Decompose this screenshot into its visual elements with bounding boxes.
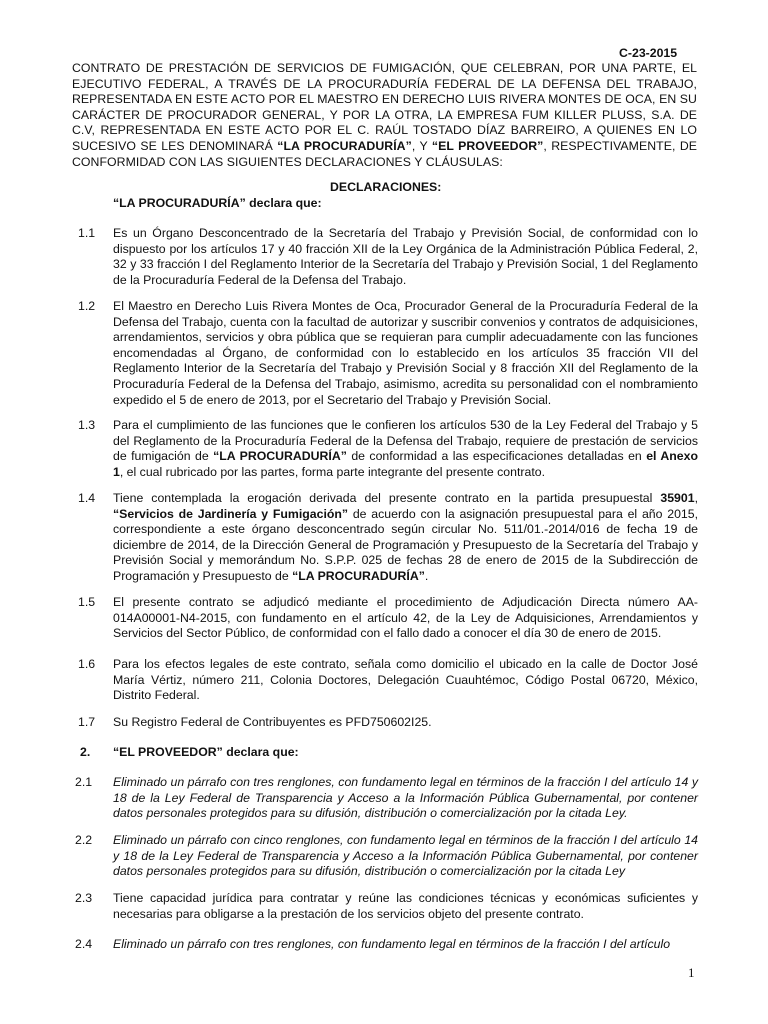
clause-text-redacted: Eliminado un párrafo con cinco renglones, con fundamento legal en términos de la fracción I del artículo 14 y 18 de la Ley Federal de Transparencia y Acceso a la Información Pública Gubernamental, por contener datos personales protegidos para su difusión, distribución o comercialización por la citada Ley — [113, 833, 698, 879]
clause-text — [113, 418, 698, 480]
clause-text: Es un Órgano Desconcentrado de la Secretaría del Trabajo y Previsión Social, de conformidad con lo dispuesto por los artículos 17 y 40 fracción XII de la Ley Orgánica de la Administración Pública Federal, 2, 32 y 33 fracción I del Reglamento Interior de la Secretaría del Trabajo y Previsión Social, 1 del Reglamento de la Procuraduría Federal de la Defensa del Trabajo. — [113, 226, 698, 287]
page-number: 1 — [688, 965, 695, 980]
clause-number: 1.5 — [78, 595, 96, 609]
clause-text: Para los efectos legales de este contrato, señala como domicilio el ubicado en la calle de Doctor José María Vértiz, número 211, Colonia Doctores, Delegación Cuauhtémoc, Código Postal 06720, México, Distrito Federal. — [113, 657, 698, 703]
clause-text: El presente contrato se adjudicó mediante el procedimiento de Adjudicación Directa número AA-014A00001-N4-2015, con fundamento en el artículo 42, de la Ley de Adquisiciones, Arrendamientos y Servicios del Sector Público, de conformidad con el fallo dado a conocer el día 30 de enero de 2015. — [113, 595, 698, 641]
clause-number: 2.4 — [75, 937, 93, 951]
clause-number: 1.1 — [78, 226, 96, 240]
clause-text-part: Tiene contemplada la erogación derivada del presente contrato en la partida presupuestal — [113, 491, 661, 505]
clause-text-part: , el cual rubricado por las partes, forma parte integrante del presente contrato. — [119, 464, 546, 479]
clause-number: 1.6 — [78, 657, 96, 671]
contract-intro — [72, 61, 697, 170]
clause-text-bold: “Servicios de Jardinería y Fumigación” — [113, 506, 349, 521]
subheading-number: 2. — [80, 745, 91, 759]
clause-text-part: Para el cumplimiento de las funciones que le confieren los artículos 530 de la Ley Federal del Trabajo y 5 del Reglamento de la Procuraduría Federal de la Defensa del Trabajo, requiere de prestación de servicios de fumigación de — [113, 418, 698, 464]
intro-party-2: “EL PROVEEDOR” — [431, 138, 544, 153]
clause-text-bold: el Anexo 1 — [113, 449, 698, 479]
clause-text-bold: “LA PROCURADURÍA” — [213, 449, 347, 464]
clause-text-part: , — [694, 491, 698, 505]
clause-text: Su Registro Federal de Contribuyentes es PFD750602I25. — [113, 715, 432, 729]
subheading-procuraduria: “LA PROCURADURÍA” declara que: — [113, 196, 322, 210]
intro-text-2: , Y — [411, 138, 432, 153]
intro-text-1: CONTRATO DE PRESTACIÓN DE SERVICIOS DE FUMIGACIÓN, QUE CELEBRAN, POR UNA PARTE, EL EJECUTIVO FEDERAL, A TRAVÉS DE LA PROCURADURÍA FEDERAL DE LA DEFENSA DEL TRABAJO, REPRESENTADA EN ESTE ACTO POR EL MAESTRO EN DERECHO LUIS RIVERA MONTES DE OCA, EN SU CARÁCTER DE PROCURADOR GENERAL, Y POR LA OTRA, LA EMPRESA FUM KILLER PLUSS, S.A. DE C.V, REPRESENTADA EN ESTE ACTO POR EL C. RAÚL TOSTADO DÍAZ BARREIRO, A QUIENES EN LO SUCESIVO SE LES DENOMINARÁ — [72, 61, 697, 153]
clause-text: Tiene capacidad jurídica para contratar y reúne las condiciones técnicas y económicas suficientes y necesarias para obligarse a la prestación de los servicios objeto del presente contrato. — [113, 891, 698, 921]
clause-text-part: de conformidad a las especificaciones detalladas en — [346, 449, 647, 464]
clause-number: 2.2 — [75, 833, 93, 847]
clause-text-bold: 35901 — [660, 491, 695, 505]
clause-text-redacted: Eliminado un párrafo con tres renglones, con fundamento legal en términos de la fracción I del artículo 14 y 18 de la Ley Federal de Transparencia y Acceso a la Información Pública Gubernamental, por contener datos personales protegidos para su difusión, distribución o comercialización por la citada Ley. — [113, 775, 698, 821]
clause-text: El Maestro en Derecho Luis Rivera Montes de Oca, Procurador General de la Procuraduría Federal de la Defensa del Trabajo, cuenta con la facultad de autorizar y suscribir convenios y contratos de adquisiciones, arrendamientos, servicios y obra pública que se requieran para cumplir adecuadamente con las funciones encomendadas al Órgano, de conformidad con lo establecido en los artículos 35 fracción VII del Reglamento Interior de la Secretaría del Trabajo y Previsión Social y 8 fracción XII del Reglamento de la Procuraduría Federal de la Defensa del Trabajo, asimismo, acredita su personalidad con el nombramiento expedido el 5 de enero de 2013, por el Secretario del Trabajo y Previsión Social. — [113, 299, 698, 407]
clause-number: 2.3 — [75, 891, 93, 905]
section-heading: DECLARACIONES: — [330, 180, 442, 194]
subheading-proveedor: “EL PROVEEDOR” declara que: — [113, 745, 299, 759]
intro-party-1: “LA PROCURADURÍA” — [277, 138, 412, 153]
clause-text-part: de acuerdo con la asignación presupuestal para el año 2015, correspondiente a este órgano desconcentrado según circular No. 511/01.-2014/016 de fecha 19 de diciembre de 2014, de la Dirección General de Programación y Presupuesto de la Secretaría del Trabajo y Previsión Social y memorándum No. S.P.P. 025 de fechas 28 de enero de 2015 de la Subdirección de Programación y Presupuesto de — [113, 506, 699, 583]
clause-number: 2.1 — [75, 775, 93, 789]
clause-number: 1.7 — [78, 715, 96, 729]
clause-text-part: . — [424, 568, 429, 583]
clause-text-bold: “LA PROCURADURÍA” — [292, 568, 425, 583]
intro-text-3: , RESPECTIVAMENTE, DE CONFORMIDAD CON LAS SIGUIENTES DECLARACIONES Y CLÁUSULAS: — [72, 138, 698, 169]
clause-text — [113, 491, 698, 585]
clause-number: 1.2 — [78, 299, 96, 313]
contract-code: C-23-2015 — [619, 46, 678, 60]
clause-number: 1.3 — [78, 418, 96, 432]
clause-number: 1.4 — [78, 491, 96, 505]
clause-text-redacted: Eliminado un párrafo con tres renglones, con fundamento legal en términos de la fracción I del artículo — [113, 937, 671, 951]
